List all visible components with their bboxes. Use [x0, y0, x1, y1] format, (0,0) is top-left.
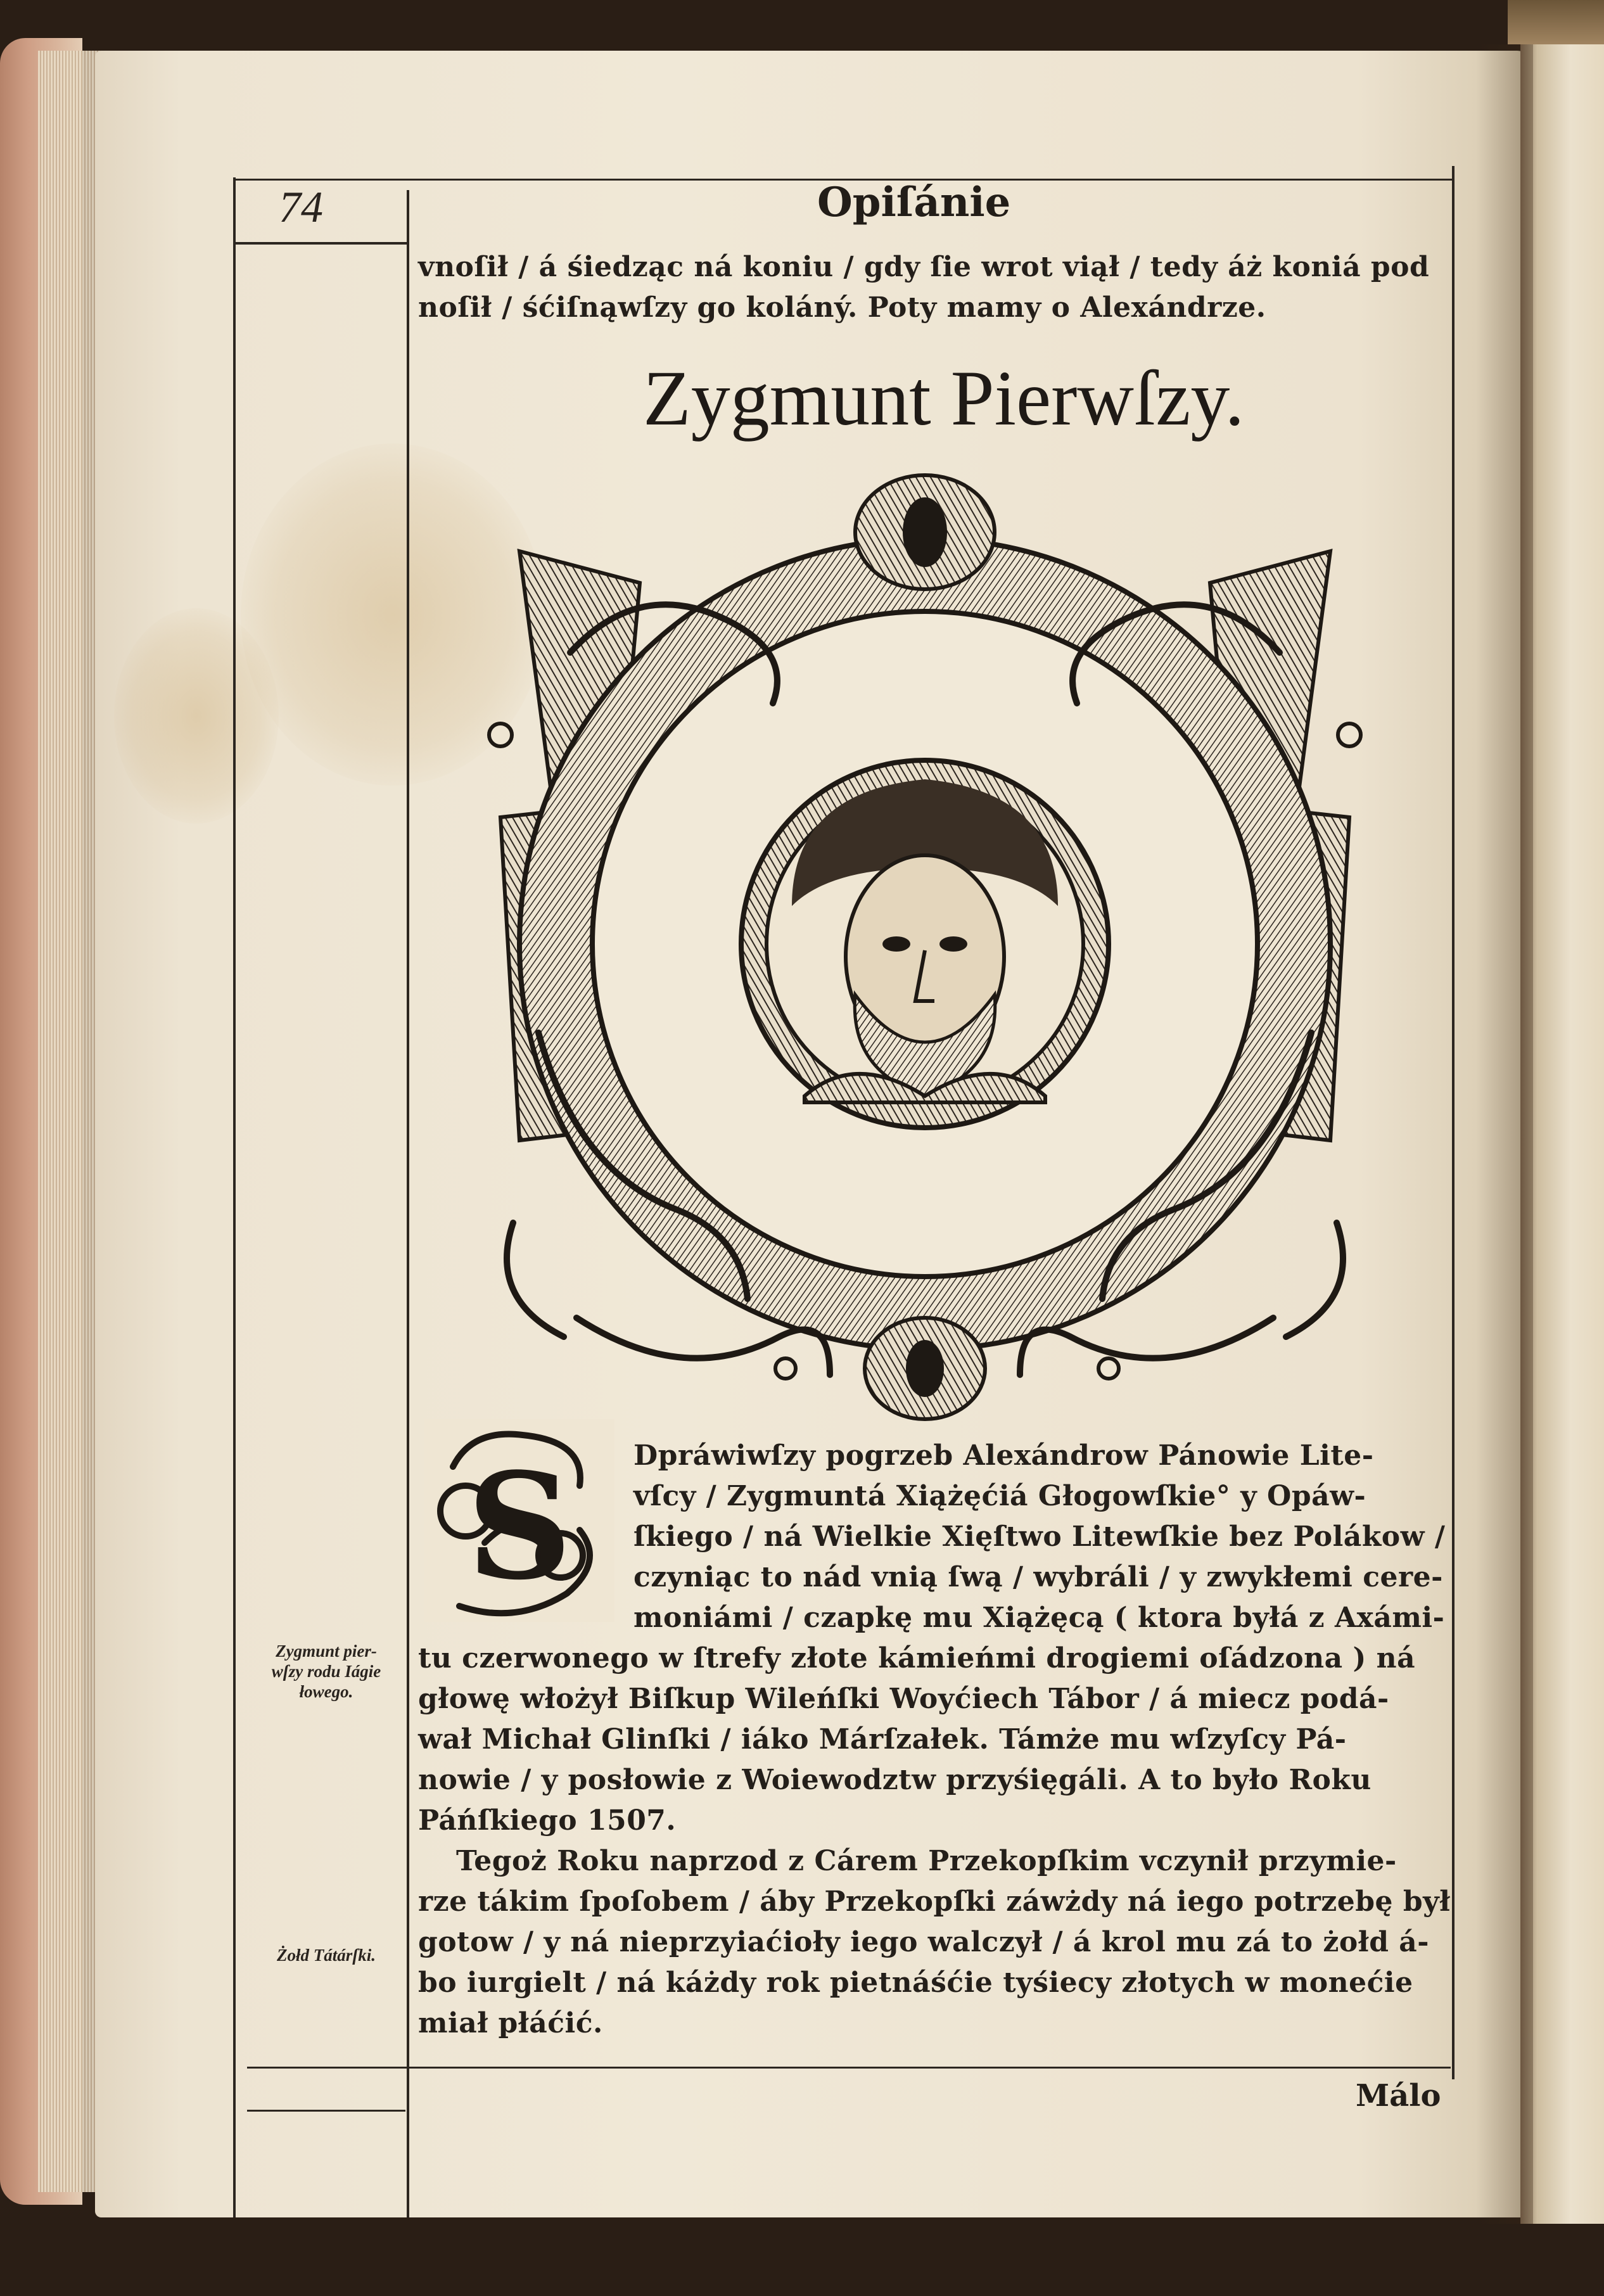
catchword: Málo: [1356, 2078, 1441, 2114]
gutter-shadow: [1476, 44, 1533, 2224]
text-line: bo iurgielt / ná káżdy rok pietnáśćie tyśiecy złotych w monećie: [418, 1967, 1413, 1999]
decorated-initial: [421, 1416, 618, 1625]
frame-rule: [233, 177, 236, 2217]
frame-rule: [233, 242, 407, 245]
water-stain: [114, 608, 279, 824]
text-line: miał płáćić.: [418, 2007, 603, 2039]
text-line: moniámi / czapkę mu Xiążęcą ( ktora byłá z Axámi-: [633, 1602, 1445, 1634]
text-line: Tegoż Roku naprzod z Cárem Przekopſkim vczynił przymie-: [456, 1845, 1397, 1877]
section-title: Zygmunt Pierwſzy.: [643, 355, 1245, 442]
text-line: wał Michał Glinſki / iáko Márſzałek. Támże mu wſzyſcy Pá-: [418, 1723, 1347, 1756]
text-line: rze tákim ſpoſobem / áby Przekopſki záwżdy ná iego potrzebę był: [418, 1885, 1451, 1918]
text-line: gotow / y ná nieprzyiaćioły iego walczył / á krol mu zá to żołd á-: [418, 1926, 1430, 1958]
margin-note: Żołd Tátárſki.: [277, 1946, 376, 1965]
frame-rule: [1452, 166, 1454, 2079]
running-head: Opiſánie: [817, 179, 1011, 226]
top-binding-strip: [1508, 0, 1604, 44]
text-line: Dpráwiwſzy pogrzeb Alexándrow Pánowie Lite-: [633, 1439, 1374, 1472]
text-line: czyniąc to nád vnią ſwą / wybráli / y zwykłemi cere-: [633, 1561, 1443, 1593]
frame-rule: [247, 2067, 1451, 2069]
margin-note: Zygmunt pier- wſzy rodu Iágie łowego.: [271, 1642, 381, 1701]
page-number: 74: [279, 183, 323, 232]
text-line: ſkiego / ná Wielkie Xięſtwo Litewſkie bez Polákow /: [633, 1521, 1446, 1553]
text-line: vnoſił / á śiedząc ná koniu / gdy ſie wrot viął / tedy áż koniá pod: [418, 251, 1430, 283]
text-line: głowę włożył Biſkup Wileńſki Woyćiech Tábor / á miecz podá-: [418, 1683, 1389, 1715]
text-line: Páńſkiego 1507.: [418, 1804, 677, 1837]
initial-letter: S: [466, 1441, 573, 1612]
text-line: tu czerwonego w ſtrefy złote kámieńmi drogiemi oſádzona ) ná: [418, 1642, 1416, 1674]
text-line: nowie / y posłowie z Woiewodztw przyśięgáli. A to było Roku: [418, 1764, 1372, 1796]
text-line: vſcy / Zygmuntá Xiążęćiá Głogowſkie° y Opáw-: [633, 1480, 1366, 1512]
woodcut-portrait: [475, 462, 1375, 1425]
frame-rule: [247, 2110, 405, 2112]
text-line: noſił / śćiſnąwſzy go koláný. Poty mamy o Alexándrze.: [418, 291, 1266, 324]
frame-rule: [407, 190, 409, 2217]
